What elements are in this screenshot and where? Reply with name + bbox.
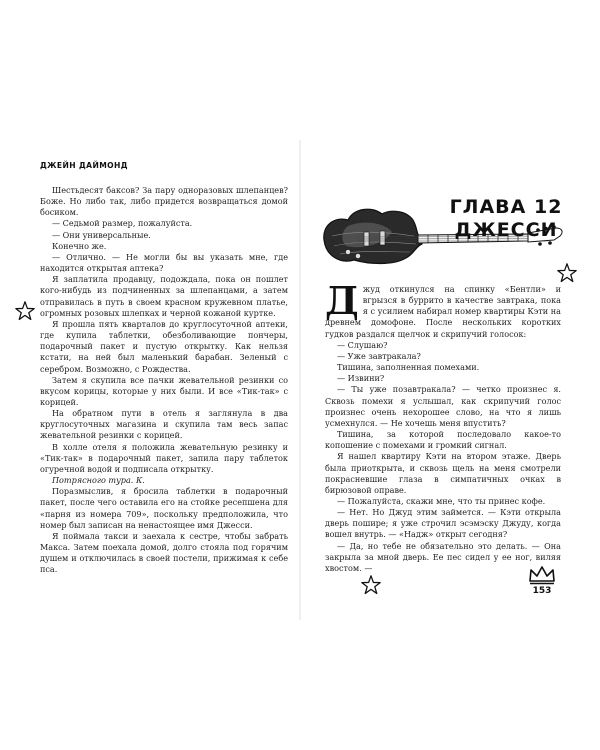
- star-doodle-icon: [14, 300, 36, 322]
- left-page-text: [40, 185, 288, 575]
- paragraph: Тишина, заполненная помехами.: [337, 362, 480, 373]
- paragraph: На обратном пути в отель я заглянула в два круглосуточных магазина и скупила там весь запас жевательной резинки с корицей.: [40, 408, 288, 441]
- page-number: 153: [532, 586, 552, 596]
- chapter-name: ДЖЕССИ: [454, 219, 558, 241]
- paragraph: — Нет. Но Джуд этим займется. — Кэти открыла дверь пошире; я уже строчил эсэмэску Джуду, когда вошел внутрь. — «Надж» открыт сегодня?: [325, 507, 561, 540]
- card-signature: Потрясного тура. К.: [52, 475, 145, 486]
- paragraph: — Да, но тебе не обязательно это делать. — Она закрыла за мной дверь. Ее пес сидел у ее ног, виляя хвостом. —: [325, 540, 561, 573]
- opening-paragraph-text: жуд откинулся на спинку «Бентли» и вгрызся в буррито в качестве завтрака, пока я с усилием набирал номер квартиры Кэти на древнем домофоне. После нескольких коротких гудков раздался щелчок и скрипучий голосок:: [325, 284, 561, 339]
- crown-doodle-icon: [527, 565, 557, 585]
- paragraph: Шестьдесят баксов? За пару одноразовых шлепанцев? Боже. Но либо так, либо придется возвращаться домой босиком.: [40, 185, 288, 218]
- paragraph: Я заплатила продавцу, подождала, пока он пошлет кого-нибудь из подчиненных за шлепанцами, а затем отправилась в путь в своем красном кружевном платье, огромных розовых шлепках и черной кожаной куртке.: [40, 274, 288, 318]
- paragraph: — Уже завтракала?: [337, 350, 421, 361]
- star-doodle-icon: [360, 574, 382, 596]
- star-doodle-icon: [556, 262, 578, 284]
- paragraph: Поразмыслив, я бросила таблетки в подарочный пакет, после чего оставила его на стойке ресепшена для «парня из номера 709», поскольку предположила, что номер был записан на ненастоящее имя Джесси.: [40, 486, 288, 530]
- paragraph: — Извини?: [337, 373, 385, 384]
- paragraph: Я прошла пять кварталов до круглосуточной аптеки, где купила таблетки, обезболивающие пончеры, подарочный пакет и пустую открытку. Как нельзя кстати, на ней был маленький барабан. Зеленый с серебром. Возможно, с Рождества.: [40, 318, 288, 374]
- paragraph: — Седьмой размер, пожалуйста.: [52, 218, 193, 229]
- paragraph: — Слушаю?: [337, 339, 388, 350]
- drop-cap: Д: [325, 278, 359, 323]
- paragraph: В холле отеля я положила жевательную резинку и «Тик-так» в подарочный пакет, запила пару таблеток огуречной водой и подписала открытку.: [40, 441, 288, 474]
- chapter-number: ГЛАВА 12: [449, 196, 563, 218]
- page-fold: [299, 140, 301, 620]
- paragraph: Тишина, за которой последовало какое-то копошение с помехами и громкий сигнал.: [325, 429, 561, 451]
- paragraph: — Они универсальные.: [52, 229, 151, 240]
- paragraph: Я поймала такси и заехала к сестре, чтобы забрать Макса. Затем поехала домой, долго стояла под горячим душем и отключилась в своей постели, прижимая к себе пса.: [40, 530, 288, 575]
- paragraph: Конечно же.: [52, 240, 107, 251]
- opening-paragraph: [325, 278, 561, 340]
- right-page-text: [325, 278, 561, 574]
- chapter-heading: [446, 196, 566, 242]
- paragraph: — Ты уже позавтракала? — четко произнес я. Сквозь помехи я услышал, как скрипучий голос произнес очень нехорошее слово, на что я лишь усмехнулся. — Не хочешь меня впустить?: [325, 384, 561, 428]
- paragraph: — Пожалуйста, скажи мне, что ты принес кофе.: [337, 495, 546, 506]
- paragraph: Я нашел квартиру Кэти на втором этаже. Дверь была приоткрыта, и сквозь щель на меня смотрели покрасневшие глаза в симпатичных очках в бирюзовой оправе.: [325, 451, 561, 495]
- running-head: ДЖЕЙН ДАЙМОНД: [40, 161, 128, 170]
- paragraph: — Отлично. — Не могли бы вы указать мне, где находится открытая аптека?: [40, 251, 288, 274]
- paragraph: Затем я скупила все пачки жевательной резинки со вкусом корицы, которые у них были. И все «Тик-так» с корицей.: [40, 374, 288, 407]
